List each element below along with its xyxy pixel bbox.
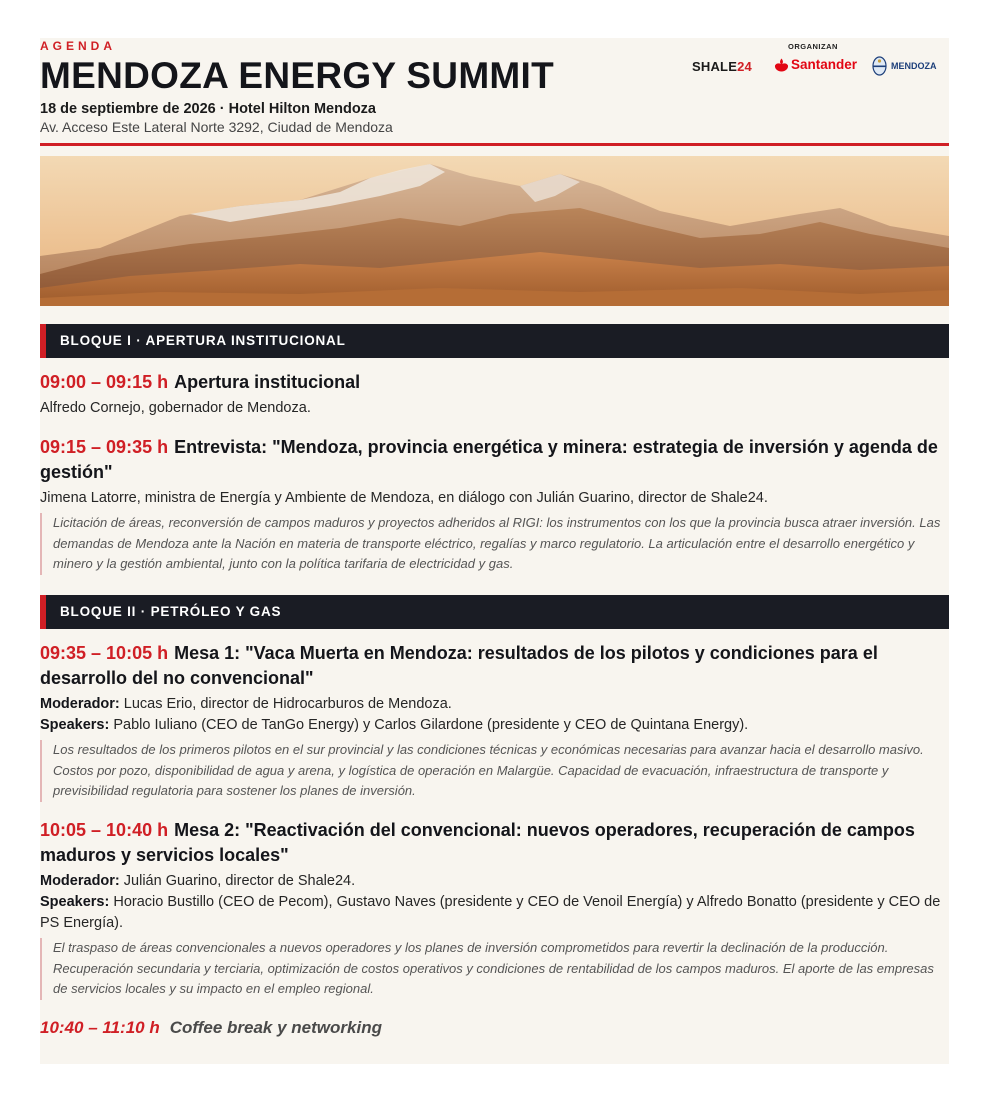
session-time: 09:35 – 10:05 h xyxy=(40,643,169,663)
session-title: 09:00 – 09:15 h Apertura institucional xyxy=(40,372,361,392)
block-2-header: BLOQUE II · PETRÓLEO Y GAS xyxy=(40,595,949,629)
santander-flame-icon xyxy=(774,58,789,72)
session-speaker: Alfredo Cornejo, gobernador de Mendoza. xyxy=(40,400,311,416)
venue-address: Av. Acceso Este Lateral Norte 3292, Ciudad de Mendoza xyxy=(40,119,393,135)
agenda-sheet xyxy=(40,38,949,1064)
session-description: Los resultados de los primeros pilotos en el sur provincial y las condiciones técnicas y económicas necesarias para avanzar hacia el desarrollo masivo. Costos por pozo, disponibilidad de agua y arena, y logística de operación en Malargüe. Capacidad de evacuación, infraestructura de transporte y previsibilidad regulatoria para sostener los planes de inversión. xyxy=(40,740,949,802)
date-venue: 18 de septiembre de 2026 · Hotel Hilton Mendoza xyxy=(40,101,376,117)
session-title: 10:05 – 10:40 h Mesa 2: "Reactivación del convencional: nuevos operadores, recuperación de campos maduros y servicios locales" xyxy=(40,820,915,865)
session-moderator: Moderador: Lucas Erio, director de Hidrocarburos de Mendoza. xyxy=(40,696,452,712)
session-speaker: Jimena Latorre, ministra de Energía y Ambiente de Mendoza, en diálogo con Julián Guarino, director de Shale24. xyxy=(40,490,768,506)
block-1-header: BLOQUE I · APERTURA INSTITUCIONAL xyxy=(40,324,949,358)
session-moderator: Moderador: Julián Guarino, director de Shale24. xyxy=(40,873,356,889)
agenda-header xyxy=(40,38,949,148)
break-label: Coffee break y networking xyxy=(169,1018,382,1037)
agenda-kicker: AGENDA xyxy=(40,39,117,53)
session-apertura xyxy=(40,370,949,419)
session-description: Licitación de áreas, reconversión de campos maduros y proyectos adheridos al RIGI: los instrumentos con los que la provincia busca atraer inversión. Las demandas de Mendoza ante la Nación en materia de transporte eléctrico, regalías y marco regulatorio. La articulación entre el desarrollo energético y minero y la gestión ambiental, junto con la política tarifaria de electricidad y gas. xyxy=(40,513,949,575)
session-speakers: Speakers: Pablo Iuliano (CEO de TanGo Energy) y Carlos Gilardone (presidente y CEO de Quintana Energy). xyxy=(40,717,749,733)
santander-logo: Santander xyxy=(774,57,857,72)
session-time: 09:15 – 09:35 h xyxy=(40,437,169,457)
session-title: 09:35 – 10:05 h Mesa 1: "Vaca Muerta en Mendoza: resultados de los pilotos y condiciones para el desarrollo del no convencional" xyxy=(40,643,878,688)
page-title: MENDOZA ENERGY SUMMIT xyxy=(40,55,555,96)
shale24-logo: SHALE24 xyxy=(692,59,752,74)
session-mesa-1 xyxy=(40,641,949,802)
organizers-label: ORGANIZAN xyxy=(788,42,838,51)
header-divider xyxy=(40,143,949,146)
coffee-break xyxy=(40,1018,382,1038)
session-time: 09:00 – 09:15 h xyxy=(40,372,169,392)
mountain-banner-image xyxy=(40,156,949,306)
session-entrevista xyxy=(40,435,949,575)
session-time: 10:05 – 10:40 h xyxy=(40,820,169,840)
mendoza-shield-icon xyxy=(872,56,887,76)
session-mesa-2 xyxy=(40,818,949,1000)
session-description: El traspaso de áreas convencionales a nuevos operadores y los planes de inversión comprometidos para revertir la declinación de la producción. Recuperación secundaria y terciaria, optimización de costos operativos y condiciones de rentabilidad de los campos maduros. El aporte de las empresas de servicios locales y su impacto en el empleo regional. xyxy=(40,938,949,1000)
session-speakers: Speakers: Horacio Bustillo (CEO de Pecom), Gustavo Naves (presidente y CEO de Venoil Energía) y Alfredo Bonatto (presidente y CEO de PS Energía). xyxy=(40,894,941,931)
break-time: 10:40 – 11:10 h xyxy=(40,1018,160,1037)
mendoza-logo: MENDOZA xyxy=(872,56,937,76)
session-title: 09:15 – 09:35 h Entrevista: "Mendoza, provincia energética y minera: estrategia de inversión y agenda de gestión" xyxy=(40,437,938,482)
